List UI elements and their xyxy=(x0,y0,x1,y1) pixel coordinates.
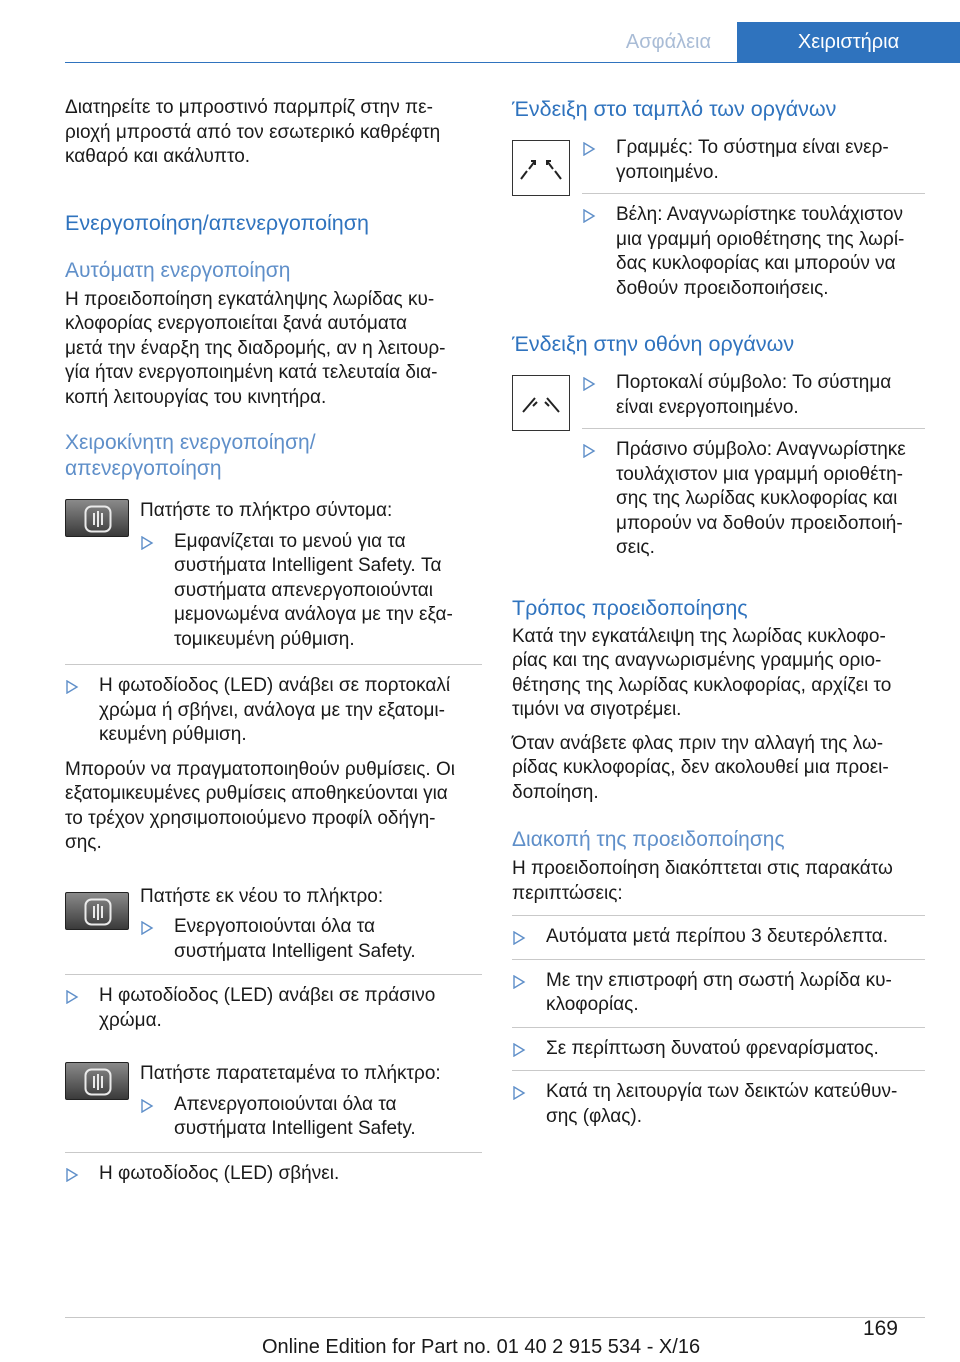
press-long-block xyxy=(65,1062,482,1142)
interrupt-intro-text: Η προειδοποίηση διακόπτεται στις παρακάτω περιπτώσεις: xyxy=(512,858,893,904)
heading-manual-activation: Χειροκίνητη ενεργοποίηση/ απενεργοποίηση xyxy=(65,431,316,480)
interrupt-item-turn-signal: Κατά τη λειτουργία των δεικτών κατεύθυν- σης (φλας). xyxy=(512,1080,925,1129)
heading-screen-display: Ένδειξη στην οθόνη οργάνων xyxy=(512,332,795,356)
interrupt-item-return: Με την επιστροφή στη σωστή λωρίδα κυ- κλοφορίας. xyxy=(512,969,925,1018)
intro-paragraph: Διατηρείτε το μπροστινό παρμπρίζ στην πε- ριοχή μπροστά από τον εσωτερικό καθρέφτη καθαρό και ακάλυπτο. xyxy=(65,97,441,167)
press-short-result: Εμφανίζεται το μενού για τα συστήματα Intelligent Safety. Τα συστήματα απενεργοποιούνται μεμονωμένα ανάλογα με την εξα- τομικευμένη ρύθμιση. xyxy=(140,530,482,653)
separator xyxy=(512,915,925,916)
triangle-bullet-icon xyxy=(65,1168,79,1182)
separator xyxy=(65,974,482,975)
press-long-instruction: Πατήστε παρατεταμένα το πλήκτρο: xyxy=(140,1063,441,1084)
led-orange-item: Η φωτοδίοδος (LED) ανάβει σε πορτοκαλί χρώμα ή σβήνει, ανάλογα με την εξατομι- κευμένη ρύθμιση. xyxy=(65,674,482,748)
page-number: 169 xyxy=(862,1317,898,1340)
triangle-bullet-icon xyxy=(140,536,154,550)
separator xyxy=(65,664,482,665)
press-short-instruction: Πατήστε το πλήκτρο σύντομα: xyxy=(140,500,393,521)
interrupt-item-braking: Σε περίπτωση δυνατού φρεναρίσματος. xyxy=(512,1037,925,1062)
edition-footer: Online Edition for Part no. 01 40 2 915 534 - X/16 xyxy=(262,1336,701,1358)
triangle-bullet-icon xyxy=(582,142,596,156)
separator xyxy=(65,1152,482,1153)
triangle-bullet-icon xyxy=(512,975,526,989)
lane-assist-button-icon xyxy=(65,1062,129,1100)
footer-rule xyxy=(65,1317,925,1318)
left-column xyxy=(65,96,482,1186)
warning-mode-text: Κατά την εγκατάλειψη της λωρίδας κυκλοφο- ρίας και της αναγνωρισμένης γραμμής οριο- θέτησης της λωρίδας κυκλοφορίας, αρχίζει το τιμόνι να σιγοτρέμει. xyxy=(512,625,892,720)
screen-display-block xyxy=(512,371,925,561)
tab-safety[interactable]: Ασφάλεια xyxy=(625,31,712,53)
triangle-bullet-icon xyxy=(512,1086,526,1100)
press-short-block xyxy=(65,499,482,652)
settings-paragraph: Μπορούν να πραγματοποιηθούν ρυθμίσεις. Οι εξατομικευμένες ρυθμίσεις αποθηκεύονται για το τρέχον χρησιμοποιούμενο προφίλ οδήγη- σης. xyxy=(65,758,455,853)
triangle-bullet-icon xyxy=(512,931,526,945)
separator xyxy=(512,1027,925,1028)
panel-item-lines: Γραμμές: Το σύστημα είναι ενερ- γοποιημένο. xyxy=(582,136,925,185)
header-tabs xyxy=(0,22,960,62)
tab-controls[interactable]: Χειριστήρια xyxy=(737,22,960,62)
turn-signal-text: Όταν ανάβετε φλας πριν την αλλαγή της λω- ρίδας κυκλοφορίας, δεν ακολουθεί μια προει- δοποίηση. xyxy=(512,732,889,803)
lane-lines-icon xyxy=(512,375,570,431)
heading-interrupt-warning: Διακοπή της προειδοποίησης xyxy=(512,828,785,851)
triangle-bullet-icon xyxy=(65,680,79,694)
screen-item-green: Πράσινο σύμβολο: Αναγνωρίστηκε τουλάχιστον μια γραμμή οριοθέτη- σης της λωρίδας κυκλοφορίας και μπορούν να δοθούν προειδοποιή- σεις. xyxy=(582,438,925,561)
lane-assist-button-icon xyxy=(65,499,129,537)
separator xyxy=(512,1070,925,1071)
triangle-bullet-icon xyxy=(65,990,79,1004)
interrupt-item-auto: Αυτόματα μετά περίπου 3 δευτερόλεπτα. xyxy=(512,925,925,950)
led-off-item: Η φωτοδίοδος (LED) σβήνει. xyxy=(65,1162,482,1187)
panel-display-block xyxy=(512,136,925,301)
triangle-bullet-icon xyxy=(512,1043,526,1057)
lane-assist-button-icon xyxy=(65,892,129,930)
heading-warning-mode: Τρόπος προειδοποίησης xyxy=(512,595,748,620)
triangle-bullet-icon xyxy=(582,377,596,391)
press-long-result: Απενεργοποιούνται όλα τα συστήματα Intelligent Safety. xyxy=(140,1093,482,1142)
triangle-bullet-icon xyxy=(140,1099,154,1113)
right-column xyxy=(512,96,925,1129)
separator xyxy=(582,428,925,429)
separator xyxy=(512,959,925,960)
triangle-bullet-icon xyxy=(582,209,596,223)
auto-activation-text: Η προειδοποίηση εγκατάληψης λωρίδας κυ- κλοφορίας ενεργοποιείται ξανά αυτόματα μετά την έναρξη της διαδρομής, αν η λειτουρ- γία ήταν ενεργοποιημένη κατά τελευταία δια- κοπή λειτουργίας του κινητήρα. xyxy=(65,288,446,408)
triangle-bullet-icon xyxy=(140,921,154,935)
led-green-item: Η φωτοδίοδος (LED) ανάβει σε πράσινο χρώμα. xyxy=(65,984,482,1033)
heading-auto-activation: Αυτόματη ενεργοποίηση xyxy=(65,258,291,282)
triangle-bullet-icon xyxy=(582,444,596,458)
separator xyxy=(582,193,925,194)
heading-activation: Ενεργοποίηση/απενεργοποίηση xyxy=(65,210,369,235)
lane-lines-icon xyxy=(512,140,570,196)
screen-item-orange: Πορτοκαλί σύμβολο: Το σύστημα είναι ενεργοποιημένο. xyxy=(582,371,925,420)
panel-item-arrows: Βέλη: Αναγνωρίστηκε τουλάχιστον μια γραμμή οριοθέτησης της λωρί- δας κυκλοφορίας και μπορούν να δοθούν προειδοποιήσεις. xyxy=(582,203,925,301)
press-again-result: Ενεργοποιούνται όλα τα συστήματα Intelligent Safety. xyxy=(140,915,482,964)
press-again-instruction: Πατήστε εκ νέου το πλήκτρο: xyxy=(140,885,384,907)
heading-panel-display: Ένδειξη στο ταμπλό των οργάνων xyxy=(512,97,837,121)
press-again-block xyxy=(65,885,482,965)
header-rule xyxy=(65,62,960,63)
